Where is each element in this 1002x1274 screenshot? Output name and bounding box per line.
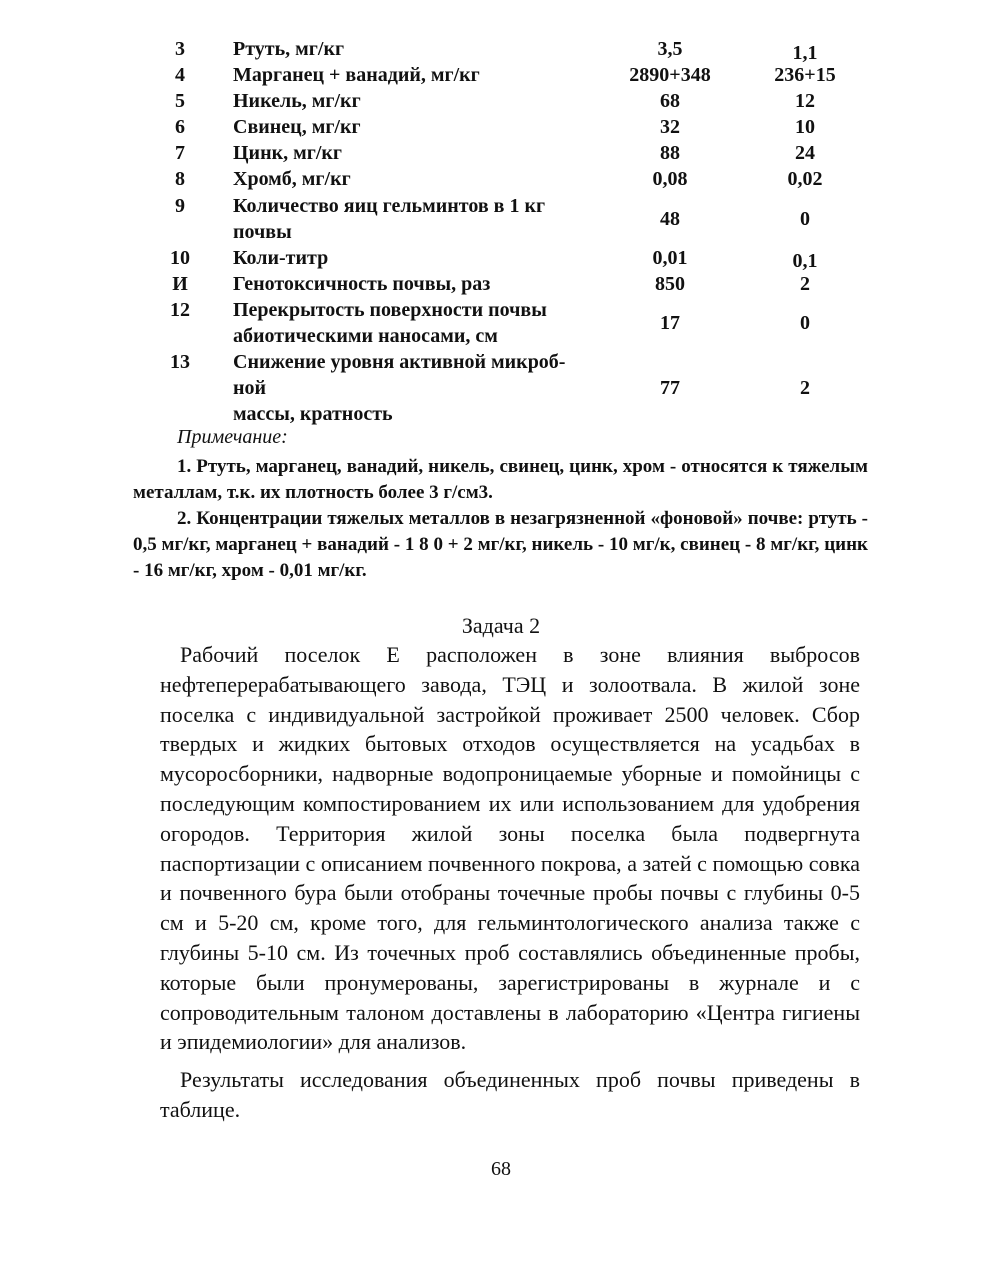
- row-value-polluted: 77: [660, 377, 680, 399]
- page-number: 68: [491, 1158, 511, 1180]
- row-indicator: Цинк, мг/кг: [233, 142, 342, 164]
- row-number: 3: [175, 38, 185, 60]
- row-number: 6: [175, 116, 185, 138]
- row-number: 12: [170, 299, 190, 321]
- row-number: И: [172, 273, 188, 295]
- row-indicator: [233, 349, 613, 427]
- row-value-polluted: 3,5: [657, 38, 683, 60]
- row-number: 8: [175, 168, 185, 190]
- table-row: [150, 140, 860, 166]
- row-value-control: 1,1: [792, 42, 818, 64]
- row-indicator: Марганец + ванадий, мг/кг: [233, 64, 480, 86]
- row-indicator-line: почвы: [233, 221, 292, 243]
- row-value-control: 24: [795, 142, 815, 164]
- row-value-polluted: 2890+348: [629, 64, 711, 86]
- row-value-control: 10: [795, 116, 815, 138]
- row-value-control: 236+15: [774, 64, 836, 86]
- row-value-polluted: 0,08: [652, 168, 688, 190]
- note-list: [133, 454, 868, 584]
- table-row: [150, 245, 860, 271]
- row-value-polluted: 32: [660, 116, 680, 138]
- row-indicator-line: Количество яиц гельминтов в 1 кг: [233, 195, 546, 217]
- table-row: [150, 297, 860, 349]
- row-value-control: 0,02: [787, 168, 823, 190]
- row-indicator-line: массы, кратность: [233, 403, 393, 425]
- note-item: 2. Концентрации тяжелых металлов в незагрязненной «фоновой» почве: ртуть - 0,5 мг/кг, марганец + ванадий - 1 8 0 + 2 мг/кг, никель - 10 мг/к, свинец - 8 мг/кг, цинк - 16 мг/кг, хром - 0,01 мг/кг.: [133, 508, 868, 581]
- row-indicator-line: ной: [233, 377, 267, 399]
- row-indicator-line: абиотическими наносами, см: [233, 325, 498, 347]
- table-row: [150, 88, 860, 114]
- row-indicator: Свинец, мг/кг: [233, 116, 361, 138]
- note-title: Примечание:: [177, 426, 288, 448]
- row-value-polluted: 88: [660, 142, 680, 164]
- table-row: [150, 114, 860, 140]
- row-value-polluted: 68: [660, 90, 680, 112]
- note-item: 1. Ртуть, марганец, ванадий, никель, свинец, цинк, хром - относятся к тяжелым металлам, т.к. их плотность более 3 г/см3.: [133, 456, 868, 503]
- row-number: 5: [175, 90, 185, 112]
- table-row: [150, 36, 860, 62]
- row-indicator: Хромб, мг/кг: [233, 168, 351, 190]
- table-row: [150, 166, 860, 193]
- data-table: [150, 36, 860, 427]
- row-value-polluted: 17: [660, 312, 680, 334]
- table-row: [150, 271, 860, 297]
- row-value-control: 0: [800, 208, 810, 230]
- row-value-control: 2: [800, 273, 810, 295]
- row-number: 10: [170, 247, 190, 269]
- row-indicator-line: Перекрытость поверхности почвы: [233, 299, 547, 321]
- table-row: [150, 62, 860, 88]
- row-value-control: 0: [800, 312, 810, 334]
- row-indicator: Коли-титр: [233, 247, 329, 269]
- row-indicator: Генотоксичность почвы, раз: [233, 273, 491, 295]
- row-value-control: 12: [795, 90, 815, 112]
- row-value-polluted: 850: [655, 273, 685, 295]
- task-paragraph: Результаты исследования объединенных проб почвы приведены в таблице.: [160, 1067, 860, 1122]
- row-number: 9: [175, 195, 185, 217]
- task-paragraph: Рабочий поселок Е расположен в зоне влияния выбросов нефтеперерабатывающего завода, ТЭЦ и золоотвала. В жилой зоне поселка с индивидуальной застройкой проживает 2500 человек. Сбор твердых и жидких бытовых отходов осуществляется на усадьбах в мусоросборники, надворные водопроницаемые уборные и помойницы с последующим компостированием их или использованием для удобрения огородов. Территория жилой зоны поселка была подвергнута паспортизации с описанием почвенного покрова, а затей с помощью совка и почвенного бура были отобраны точечные пробы почвы с глубины 0-5 см и 5-20 см, кроме того, для гельминтологического анализа также с глубины 5-10 см. Из точечных проб составлялись объединенные пробы, которые были пронумерованы, зарегистрированы в журнале и с сопроводительным талоном доставлены в лабораторию «Центра гигиены и эпидемиологии» для анализов.: [160, 642, 860, 1055]
- table-row: [150, 349, 860, 427]
- table-row: [150, 193, 860, 245]
- row-indicator: [233, 193, 613, 245]
- row-indicator: Никель, мг/кг: [233, 90, 361, 112]
- row-value-polluted: 0,01: [652, 247, 688, 269]
- row-value-control: 0,1: [792, 250, 818, 272]
- task-heading: Задача 2: [461, 613, 541, 638]
- row-indicator: Ртуть, мг/кг: [233, 38, 345, 60]
- row-indicator: [233, 297, 613, 349]
- row-value-control: 2: [800, 377, 810, 399]
- row-number: 4: [175, 64, 185, 86]
- row-number: 13: [170, 351, 190, 373]
- task-text: [160, 640, 860, 1125]
- row-indicator-line: Снижение уровня активной микроб-: [233, 351, 566, 373]
- row-value-polluted: 48: [660, 208, 680, 230]
- row-number: 7: [175, 142, 185, 164]
